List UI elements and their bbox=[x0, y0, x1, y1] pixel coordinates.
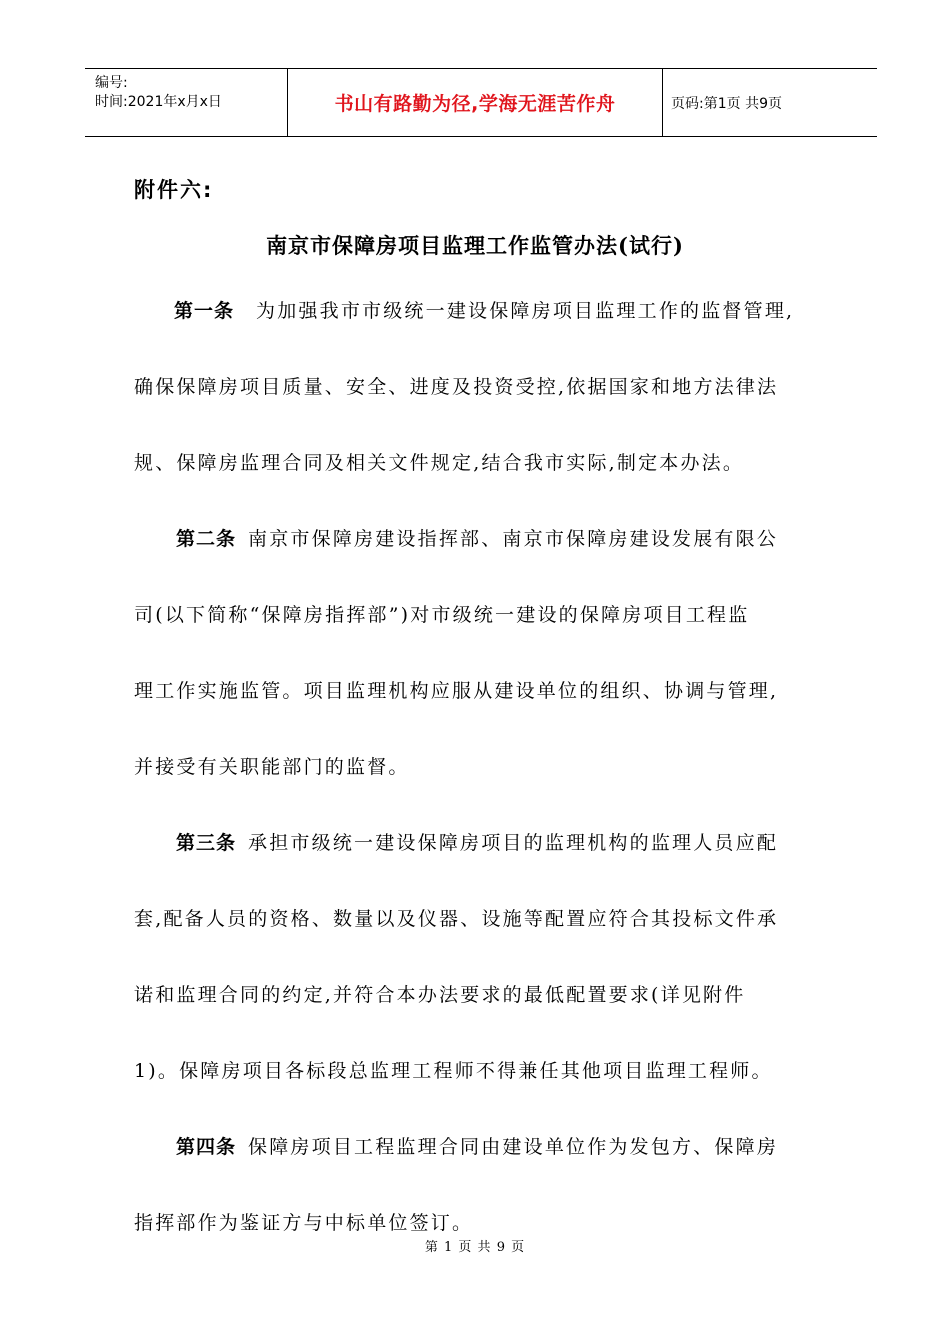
header-motto: 书山有路勤为径,学海无涯苦作舟 bbox=[287, 69, 663, 136]
header-page-label: 页码:第1页 共9页 bbox=[671, 95, 782, 112]
article-1-label: 第一条 bbox=[174, 300, 235, 322]
time-label: 时间:2021年x月x日 bbox=[95, 94, 222, 110]
article-2-line-3: 理工作实施监管。项目监理机构应服从建设单位的组织、协调与管理, bbox=[134, 680, 779, 702]
article-3-label: 第三条 bbox=[176, 832, 237, 854]
article-2-line-2: 司(以下简称“保障房指挥部”)对市级统一建设的保障房项目工程监 bbox=[134, 604, 750, 626]
article-2-line-1: 第二条 南京市保障房建设指挥部、南京市保障房建设发展有限公 bbox=[176, 528, 779, 550]
article-3-line-2: 套,配备人员的资格、数量以及仪器、设施等配置应符合其投标文件承 bbox=[134, 908, 779, 930]
article-2-line-4: 并接受有关职能部门的监督。 bbox=[134, 756, 410, 778]
article-3-line-3: 诺和监理合同的约定,并符合本办法要求的最低配置要求(详见附件 bbox=[134, 984, 746, 1006]
document-header bbox=[85, 68, 877, 137]
article-4-label: 第四条 bbox=[176, 1136, 237, 1158]
article-2-label: 第二条 bbox=[176, 528, 237, 550]
number-label: 编号: bbox=[95, 75, 128, 91]
article-4-line-2: 指挥部作为鉴证方与中标单位签订。 bbox=[134, 1212, 474, 1234]
article-1-line-3: 规、保障房监理合同及相关文件规定,结合我市实际,制定本办法。 bbox=[134, 452, 745, 474]
page-footer: 第 1 页 共 9 页 bbox=[424, 1240, 526, 1255]
attachment-label: 附件六: bbox=[134, 178, 214, 202]
article-1-line-2: 确保保障房项目质量、安全、进度及投资受控,依据国家和地方法律法 bbox=[134, 376, 779, 398]
article-4-line-1: 第四条 保障房项目工程监理合同由建设单位作为发包方、保障房 bbox=[176, 1136, 779, 1158]
article-1-line-1: 第一条 为加强我市市级统一建设保障房项目监理工作的监督管理, bbox=[174, 300, 795, 322]
article-3-line-4: 1)。保障房项目各标段总监理工程师不得兼任其他项目监理工程师。 bbox=[134, 1060, 773, 1082]
header-meta bbox=[85, 69, 287, 136]
document-body bbox=[134, 292, 834, 1243]
article-3-line-1: 第三条 承担市级统一建设保障房项目的监理机构的监理人员应配 bbox=[176, 832, 779, 854]
document-title: 南京市保障房项目监理工作监管办法(试行) bbox=[266, 233, 684, 258]
